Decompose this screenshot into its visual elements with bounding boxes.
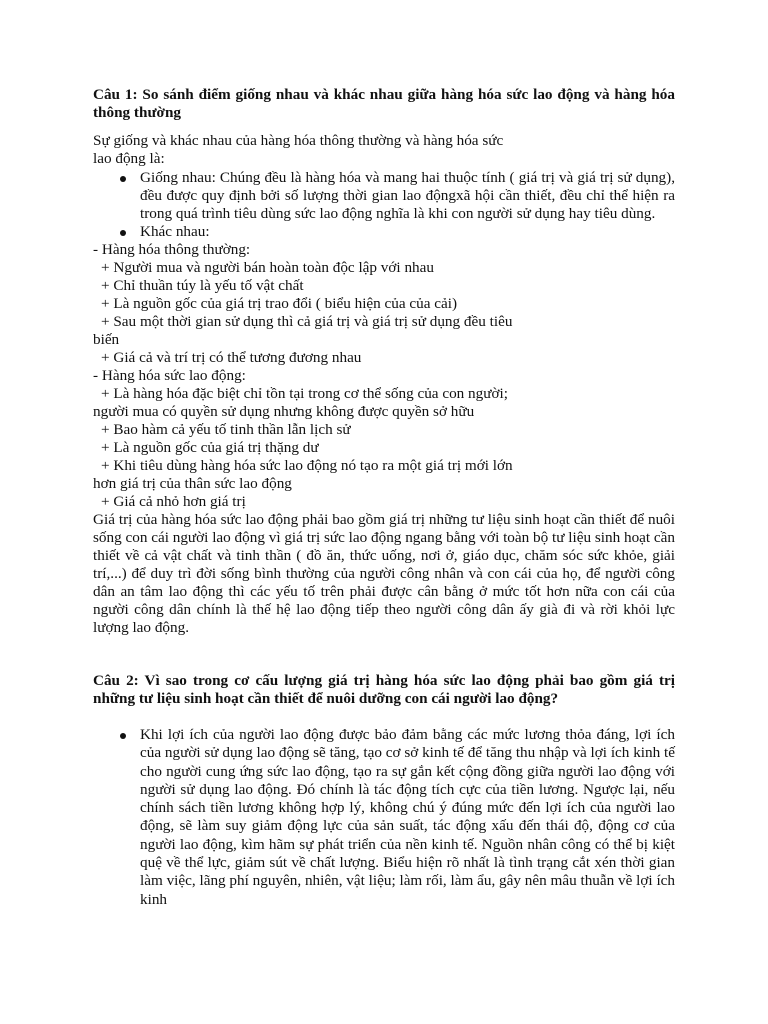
common-goods-item: + Là nguồn gốc của giá trị trao đổi ( biểu hiện của của cải)	[101, 295, 458, 312]
document-page	[93, 86, 675, 909]
common-goods-item: + Sau một thời gian sử dụng thì cả giá trị và giá trị sử dụng đều tiêu	[101, 313, 513, 330]
answer-list	[93, 726, 675, 909]
labor-goods-item: + Là hàng hóa đặc biệt chỉ tồn tại trong cơ thể sống của con người;	[101, 385, 508, 402]
labor-goods-item-continuation: người mua có quyền sử dụng nhưng không được quyền sở hữu	[93, 403, 475, 420]
labor-goods-item-continuation: hơn giá trị của thân sức lao động	[93, 475, 292, 492]
bullet-differences: Khác nhau:	[140, 223, 675, 241]
common-goods-heading: - Hàng hóa thông thường:	[93, 241, 251, 258]
labor-goods-item: + Bao hàm cả yếu tố tinh thần lẫn lịch sử	[101, 421, 351, 438]
labor-goods-item: + Khi tiêu dùng hàng hóa sức lao động nó tạo ra một giá trị mới lớn	[101, 457, 513, 474]
common-goods-item: + Giá cả và trí trị có thể tương đương nhau	[101, 349, 362, 366]
bullet-similarities: Giống nhau: Chúng đều là hàng hóa và mang hai thuộc tính ( giá trị và giá trị sử dụng), đều được quy định bởi số lượng thời gian lao độngxã hội cần thiết, đều chỉ thể hiện ra trong quá trình tiêu dùng sức lao động nghĩa là khi con người sử dụng hay tiêu dùng.	[140, 169, 675, 222]
common-goods-item-continuation: biến	[93, 331, 120, 348]
common-goods-item: + Người mua và người bán hoàn toàn độc lập với nhau	[101, 259, 434, 276]
explanation-paragraph: Giá trị của hàng hóa sức lao động phải bao gồm giá trị những tư liệu sinh hoạt cần thiết để nuôi sống con cái người lao động vì giá trị sức lao động ngang bằng với toàn bộ tư liệu sinh hoạt cần thiết về cả vật chất và tinh thần ( đồ ăn, thức uống, nơi ở, giáo dục, chăm sóc sức khỏe, giải trí,...) để duy trì đời sống bình thường của người công nhân và con cái của họ, để người công dân an tâm lao động thì các yếu tố trên phải được cân bằng ở mức tốt hơn nữa con cái của người công dân chính là thế hệ lao động tiếp theo người công dân ấy già đi và rời khỏi lực lượng lao động.	[93, 511, 675, 636]
section-gap	[93, 637, 675, 672]
intro-line: lao động là:	[93, 150, 165, 167]
intro-line: Sự giống và khác nhau của hàng hóa thông thường và hàng hóa sức	[93, 132, 504, 149]
question-2-section	[93, 672, 675, 909]
question-2-heading: Câu 2: Vì sao trong cơ cấu lượng giá trị hàng hóa sức lao động phải bao gồm giá trị những tư liệu sinh hoạt cần thiết để nuôi dưỡng con cái người lao động?	[93, 672, 675, 707]
answer-bullet: Khi lợi ích của người lao động được bảo đảm bằng các mức lương thỏa đáng, lợi ích của người sử dụng lao động sẽ tăng, tạo cơ sở kinh tế để tăng thu nhập và lợi ích kinh tế cho người cung ứng sức lao động, tạo ra sự gắn kết cộng đồng giữa người lao động với người sử dụng lao động. Đó chính là tác động tích cực của tiền lương. Ngược lại, nếu chính sách tiền lương không hợp lý, không chú ý đúng mức đến lợi ích của người lao động, sẽ làm suy giảm động lực của sản suất, tác động xấu đến thái độ, động cơ của người lao động, kìm hãm sự phát triển của nền kinh tế. Nguồn nhân công có thể bị kiệt quệ về thể lực, giảm sút về chất lượng. Biểu hiện rõ nhất là tình trạng cắt xén thời gian làm việc, lãng phí nguyên, nhiên, vật liệu; làm rối, làm ẩu, gây nên mâu thuẫn về lợi ích kinh	[140, 726, 675, 908]
common-goods-item: + Chỉ thuần túy là yếu tố vật chất	[101, 277, 304, 294]
comparison-list	[93, 169, 675, 241]
labor-goods-item: + Là nguồn gốc của giá trị thặng dư	[101, 439, 319, 456]
labor-goods-item: + Giá cả nhỏ hơn giá trị	[101, 493, 246, 510]
labor-goods-heading: - Hàng hóa sức lao động:	[93, 367, 246, 384]
question-1-heading: Câu 1: So sánh điểm giống nhau và khác nhau giữa hàng hóa sức lao động và hàng hóa thông thường	[93, 86, 675, 121]
